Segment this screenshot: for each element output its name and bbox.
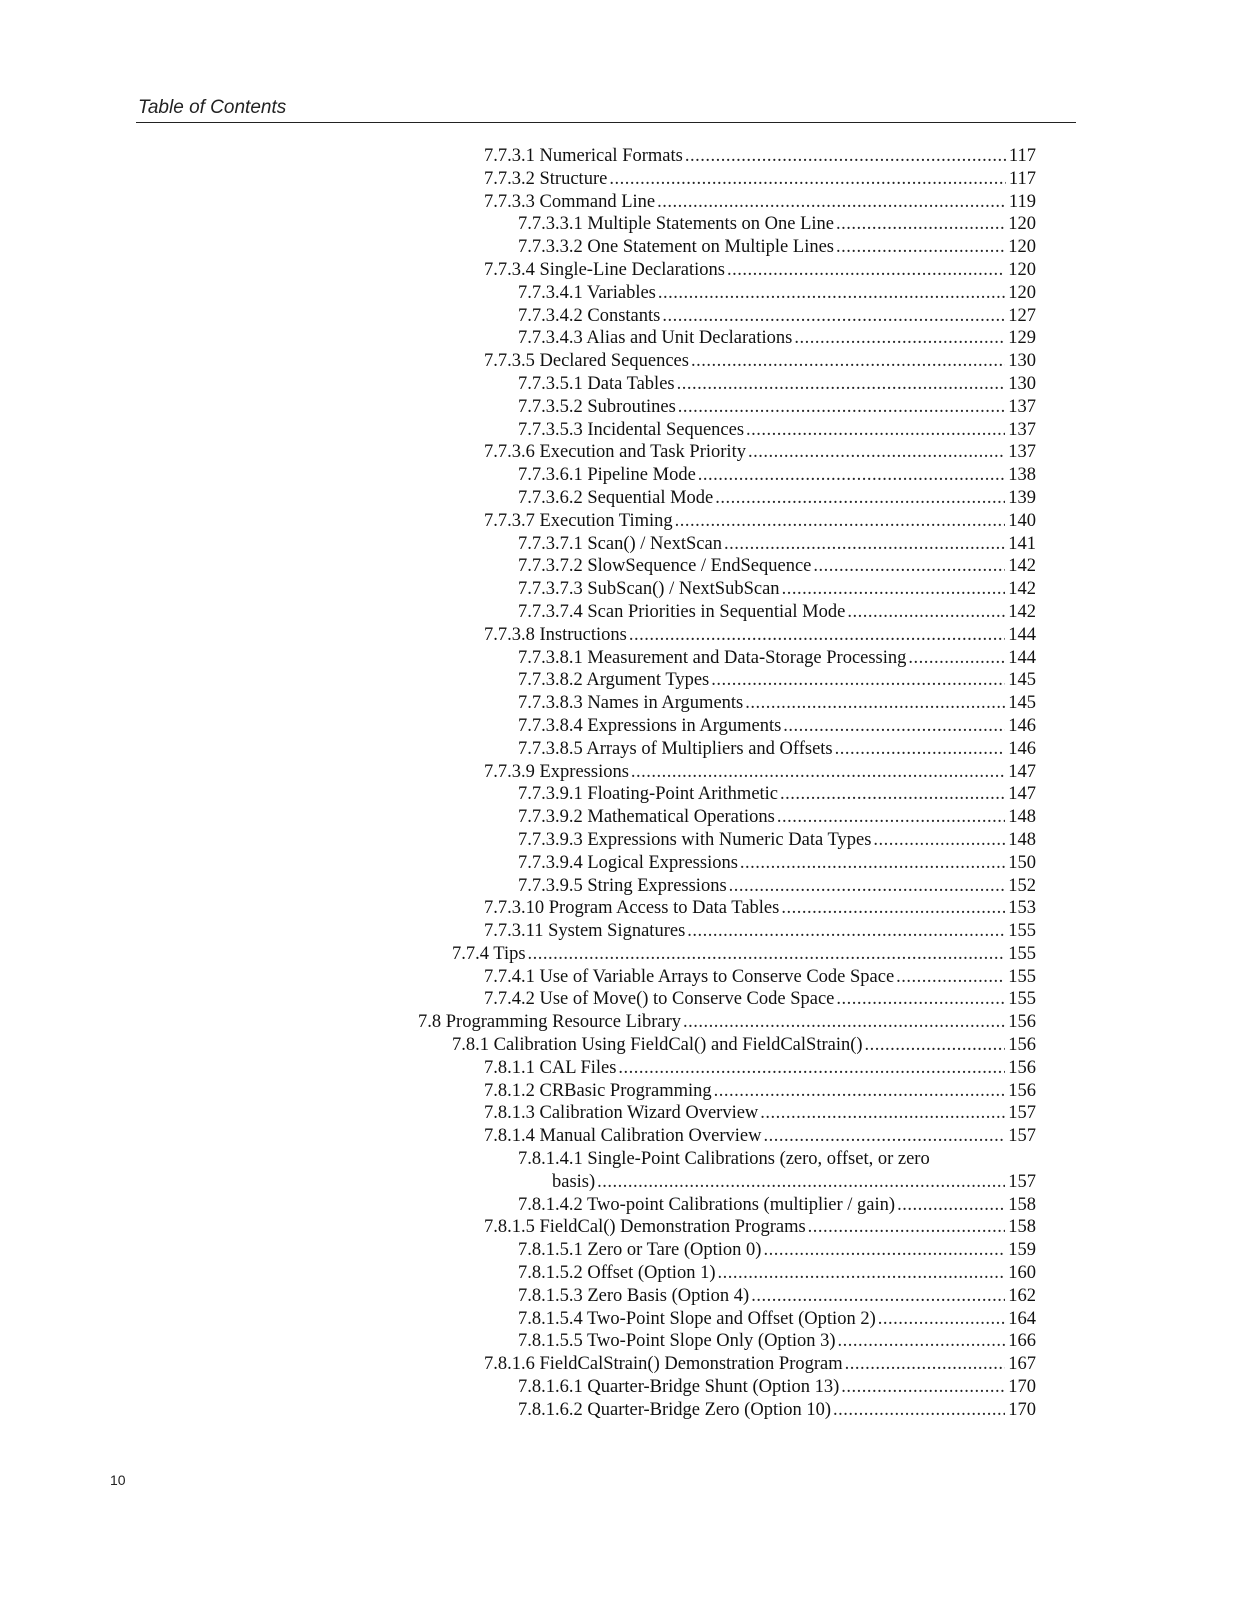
toc-entry-page: 137 xyxy=(1008,442,1036,463)
toc-entry[interactable] xyxy=(0,145,1237,168)
toc-entry-title: 7.8 Programming Resource Library xyxy=(418,1012,682,1033)
toc-dot-leader xyxy=(727,259,1005,282)
toc-entry-title: 7.7.3.8.2 Argument Types xyxy=(518,670,710,691)
toc-entry[interactable] xyxy=(0,738,1237,761)
toc-entry[interactable] xyxy=(0,305,1237,328)
toc-entry[interactable] xyxy=(0,966,1237,989)
toc-entry-page: 157 xyxy=(1008,1171,1036,1192)
toc-entry[interactable] xyxy=(0,1262,1237,1285)
toc-entry-page: 155 xyxy=(1008,943,1036,964)
toc-entry-page: 158 xyxy=(1008,1194,1036,1215)
toc-dot-leader xyxy=(896,966,1005,989)
toc-entry[interactable] xyxy=(0,715,1237,738)
toc-entry-title: 7.7.3.4.3 Alias and Unit Declarations xyxy=(518,328,793,349)
toc-entry-title: 7.8.1.5.2 Offset (Option 1) xyxy=(518,1263,716,1284)
toc-entry-title: 7.7.3.9.3 Expressions with Numeric Data Types xyxy=(518,829,872,850)
toc-entry[interactable] xyxy=(0,555,1237,578)
toc-entry-title: 7.7.3.8.4 Expressions in Arguments xyxy=(518,715,782,736)
toc-entry-page: 150 xyxy=(1008,852,1036,873)
toc-entry-page: 142 xyxy=(1008,556,1036,577)
toc-dot-leader xyxy=(717,1262,1005,1285)
toc-dot-leader xyxy=(528,943,1006,966)
toc-entry[interactable] xyxy=(0,213,1237,236)
toc-entry-page: 170 xyxy=(1008,1399,1036,1420)
toc-entry-title: 7.8.1.5.4 Two-Point Slope and Offset (Option 2) xyxy=(518,1308,876,1329)
toc-dot-leader xyxy=(836,213,1005,236)
toc-entry-title: 7.7.4 Tips xyxy=(452,943,526,964)
toc-entry[interactable] xyxy=(0,601,1237,624)
toc-dot-leader xyxy=(908,647,1005,670)
toc-entry-page: 159 xyxy=(1008,1240,1036,1261)
toc-dot-leader xyxy=(715,487,1005,510)
toc-dot-leader xyxy=(657,191,1006,214)
toc-dot-leader xyxy=(878,1308,1006,1331)
toc-entry-page: 127 xyxy=(1008,305,1036,326)
toc-dot-leader xyxy=(847,601,1005,624)
toc-entry[interactable] xyxy=(0,783,1237,806)
toc-entry-page: 155 xyxy=(1008,989,1036,1010)
toc-dot-leader xyxy=(683,1011,1005,1034)
toc-dot-leader xyxy=(836,988,1005,1011)
toc-entry[interactable] xyxy=(0,464,1237,487)
toc-dot-leader xyxy=(675,510,1006,533)
toc-entry-page: 148 xyxy=(1008,807,1036,828)
toc-entry-title: 7.7.3.6 Execution and Task Priority xyxy=(484,442,746,463)
toc-entry-title: 7.8.1.5.5 Two-Point Slope Only (Option 3) xyxy=(518,1331,836,1352)
toc-entry-title: 7.7.3.8.3 Names in Arguments xyxy=(518,693,744,714)
toc-entry-title: 7.7.3.8.1 Measurement and Data-Storage Processing xyxy=(518,647,907,668)
toc-dot-leader xyxy=(748,441,1005,464)
toc-entry-page: 156 xyxy=(1008,1080,1036,1101)
toc-dot-leader xyxy=(691,350,1005,373)
toc-entry-page: 129 xyxy=(1008,328,1036,349)
toc-entry[interactable] xyxy=(0,692,1237,715)
toc-entry[interactable] xyxy=(0,419,1237,442)
toc-dot-leader xyxy=(745,692,1005,715)
toc-entry-page: 146 xyxy=(1008,715,1036,736)
toc-entry[interactable] xyxy=(0,1399,1237,1422)
toc-entry[interactable] xyxy=(0,168,1237,191)
toc-entry[interactable] xyxy=(0,1330,1237,1353)
toc-entry-page: 120 xyxy=(1008,282,1036,303)
toc-entry[interactable] xyxy=(0,647,1237,670)
toc-dot-leader xyxy=(841,1376,1005,1399)
toc-entry-title: 7.7.3.8.5 Arrays of Multipliers and Offsets xyxy=(518,738,833,759)
toc-entry-page: 160 xyxy=(1008,1263,1036,1284)
toc-entry[interactable] xyxy=(0,578,1237,601)
toc-entry[interactable] xyxy=(0,875,1237,898)
toc-entry-page: 120 xyxy=(1008,237,1036,258)
toc-entry-page: 170 xyxy=(1008,1377,1036,1398)
toc-entry-page: 166 xyxy=(1008,1331,1036,1352)
toc-entry-page: 120 xyxy=(1008,214,1036,235)
toc-entry[interactable] xyxy=(0,1308,1237,1331)
toc-entry-page: 144 xyxy=(1008,647,1036,668)
toc-entry-page: 155 xyxy=(1008,966,1036,987)
toc-entry-title: 7.7.3.7.1 Scan() / NextScan xyxy=(518,533,722,554)
toc-entry-page: 117 xyxy=(1008,146,1036,166)
toc-entry-page: 138 xyxy=(1008,465,1036,486)
toc-dot-leader xyxy=(836,236,1005,259)
toc-entry-page: 137 xyxy=(1008,396,1036,417)
toc-entry-page: 153 xyxy=(1008,898,1036,919)
toc-entry-title: 7.7.3.9.4 Logical Expressions xyxy=(518,852,738,873)
toc-dot-leader xyxy=(835,738,1006,761)
toc-entry-page: 164 xyxy=(1008,1308,1036,1329)
toc-entry[interactable] xyxy=(0,988,1237,1011)
toc-dot-leader xyxy=(845,1353,1006,1376)
toc-dot-leader xyxy=(783,715,1005,738)
toc-entry[interactable] xyxy=(0,441,1237,464)
toc-entry-title: 7.7.3.10 Program Access to Data Tables xyxy=(484,898,780,919)
toc-entry-title: 7.8.1.6 FieldCalStrain() Demonstration Program xyxy=(484,1354,843,1375)
toc-entry-title: 7.8.1.4.2 Two-point Calibrations (multiplier / gain) xyxy=(518,1194,896,1215)
toc-entry[interactable] xyxy=(0,1285,1237,1308)
toc-entry-page: 130 xyxy=(1008,351,1036,372)
header-rule xyxy=(136,122,1076,123)
toc-entry[interactable] xyxy=(0,1125,1237,1148)
toc-entry-page: 142 xyxy=(1008,579,1036,600)
toc-entry-title: 7.7.3.1 Numerical Formats xyxy=(484,146,683,166)
toc-entry-page: 147 xyxy=(1008,761,1036,782)
toc-entry[interactable] xyxy=(0,373,1237,396)
toc-dot-leader xyxy=(746,419,1005,442)
toc-entry-title: 7.7.3.9.5 String Expressions xyxy=(518,875,727,896)
toc-dot-leader xyxy=(687,920,1005,943)
toc-entry[interactable] xyxy=(0,852,1237,875)
toc-dot-leader xyxy=(865,1034,1006,1057)
toc-entry-title: 7.7.3.9.1 Floating-Point Arithmetic xyxy=(518,784,779,805)
toc-entry-page: 157 xyxy=(1008,1103,1036,1124)
toc-dot-leader xyxy=(714,1080,1006,1103)
page-number: 10 xyxy=(110,1472,126,1488)
toc-entry-page: 119 xyxy=(1008,191,1036,212)
toc-entry-title: 7.7.3.6.1 Pipeline Mode xyxy=(518,465,696,486)
toc-dot-leader xyxy=(618,1057,1005,1080)
toc-entry-title: 7.7.3.4 Single-Line Declarations xyxy=(484,259,725,280)
toc-entry-page: 145 xyxy=(1008,670,1036,691)
toc-entry-page: 156 xyxy=(1008,1057,1036,1078)
toc-entry-page: 137 xyxy=(1008,419,1036,440)
toc-entry[interactable] xyxy=(0,327,1237,350)
toc-dot-leader xyxy=(781,897,1005,920)
toc-entry-title: 7.7.3.3.1 Multiple Statements on One Line xyxy=(518,214,834,235)
toc-entry-title: 7.7.3.8 Instructions xyxy=(484,624,627,645)
toc-entry-page: 130 xyxy=(1008,373,1036,394)
toc-entry-page: 146 xyxy=(1008,738,1036,759)
toc-entry-page: 162 xyxy=(1008,1285,1036,1306)
toc-dot-leader xyxy=(833,1399,1005,1422)
toc-dot-leader xyxy=(698,464,1005,487)
toc-entry-title: 7.8.1.6.2 Quarter-Bridge Zero (Option 10) xyxy=(518,1399,832,1420)
toc-entry-title: 7.7.3.5 Declared Sequences xyxy=(484,351,689,372)
toc-entry-title: 7.8.1.5.3 Zero Basis (Option 4) xyxy=(518,1285,750,1306)
toc-entry[interactable] xyxy=(0,236,1237,259)
toc-entry-title: 7.8.1.5.1 Zero or Tare (Option 0) xyxy=(518,1240,762,1261)
toc-entry-title: 7.8.1.2 CRBasic Programming xyxy=(484,1080,712,1101)
toc-entry[interactable] xyxy=(0,669,1237,692)
toc-entry-page: 167 xyxy=(1008,1354,1036,1375)
toc-entry-title: 7.8.1.4.1 Single-Point Calibrations (zero, offset, or zero xyxy=(518,1149,930,1170)
toc-entry-page: 139 xyxy=(1008,487,1036,508)
toc-entry[interactable] xyxy=(0,1011,1237,1034)
toc-entry-title: 7.7.3.7.4 Scan Priorities in Sequential Mode xyxy=(518,601,846,622)
toc-dot-leader xyxy=(740,852,1005,875)
toc-dot-leader xyxy=(760,1102,1005,1125)
toc-entry[interactable] xyxy=(0,1194,1237,1217)
table-of-contents xyxy=(0,145,1237,1422)
toc-dot-leader xyxy=(780,783,1005,806)
toc-dot-leader xyxy=(677,373,1006,396)
toc-entry[interactable] xyxy=(0,829,1237,852)
toc-entry[interactable] xyxy=(0,350,1237,373)
toc-entry[interactable] xyxy=(0,1034,1237,1057)
toc-dot-leader xyxy=(631,761,1005,784)
toc-dot-leader xyxy=(813,555,1005,578)
toc-entry[interactable] xyxy=(0,761,1237,784)
toc-entry[interactable] xyxy=(0,1057,1237,1080)
toc-dot-leader xyxy=(808,1216,1006,1239)
toc-entry-title: 7.8.1.1 CAL Files xyxy=(484,1057,617,1078)
toc-entry-page: 157 xyxy=(1008,1126,1036,1147)
running-header-title: Table of Contents xyxy=(138,97,287,118)
toc-entry-title: 7.7.3.2 Structure xyxy=(484,168,608,189)
toc-entry-title: 7.7.3.3 Command Line xyxy=(484,191,656,212)
toc-entry[interactable] xyxy=(0,487,1237,510)
toc-dot-leader xyxy=(724,533,1005,556)
toc-dot-leader xyxy=(597,1171,1005,1194)
toc-entry-page: 141 xyxy=(1008,533,1036,554)
toc-dot-leader xyxy=(897,1194,1005,1217)
toc-entry-title: 7.7.3.7.2 SlowSequence / EndSequence xyxy=(518,556,812,577)
toc-entry-title: 7.7.3.7 Execution Timing xyxy=(484,510,673,531)
toc-entry[interactable] xyxy=(0,1239,1237,1262)
toc-dot-leader xyxy=(662,305,1005,328)
toc-entry[interactable] xyxy=(0,943,1237,966)
toc-entry-title: 7.7.3.3.2 One Statement on Multiple Lines xyxy=(518,237,834,258)
toc-entry[interactable] xyxy=(0,191,1237,214)
toc-entry[interactable] xyxy=(0,259,1237,282)
toc-entry[interactable] xyxy=(0,282,1237,305)
toc-entry-page: 147 xyxy=(1008,784,1036,805)
toc-dot-leader xyxy=(729,875,1006,898)
toc-dot-leader xyxy=(685,145,1006,168)
toc-entry[interactable] xyxy=(0,897,1237,920)
toc-entry-title: 7.8.1.5 FieldCal() Demonstration Programs xyxy=(484,1217,806,1238)
toc-dot-leader xyxy=(629,624,1005,647)
toc-dot-leader xyxy=(763,1125,1005,1148)
toc-dot-leader xyxy=(711,669,1005,692)
toc-entry[interactable] xyxy=(0,1148,1237,1194)
toc-entry-title: 7.8.1 Calibration Using FieldCal() and FieldCalStrain() xyxy=(452,1035,863,1056)
toc-entry-title: 7.8.1.6.1 Quarter-Bridge Shunt (Option 13) xyxy=(518,1377,840,1398)
toc-entry-title: 7.7.3.5.3 Incidental Sequences xyxy=(518,419,745,440)
toc-entry-title: 7.7.3.6.2 Sequential Mode xyxy=(518,487,714,508)
toc-entry-page: 117 xyxy=(1008,168,1036,189)
toc-entry[interactable] xyxy=(0,533,1237,556)
toc-dot-leader xyxy=(658,282,1005,305)
toc-entry-page: 142 xyxy=(1008,601,1036,622)
toc-entry-page: 140 xyxy=(1008,510,1036,531)
toc-entry-title: 7.8.1.3 Calibration Wizard Overview xyxy=(484,1103,759,1124)
toc-entry-title-continuation: basis) xyxy=(552,1171,596,1192)
toc-entry[interactable] xyxy=(0,396,1237,419)
toc-dot-leader xyxy=(838,1330,1006,1353)
toc-entry-page: 155 xyxy=(1008,921,1036,942)
toc-dot-leader xyxy=(678,396,1005,419)
toc-entry-page: 152 xyxy=(1008,875,1036,896)
toc-entry-title: 7.7.3.4.1 Variables xyxy=(518,282,656,303)
toc-entry-page: 120 xyxy=(1008,259,1036,280)
toc-entry-page: 156 xyxy=(1008,1035,1036,1056)
toc-entry[interactable] xyxy=(0,1353,1237,1376)
toc-entry-page: 148 xyxy=(1008,829,1036,850)
toc-dot-leader xyxy=(782,578,1006,601)
toc-entry-page: 145 xyxy=(1008,693,1036,714)
toc-entry[interactable] xyxy=(0,510,1237,533)
toc-entry-page: 156 xyxy=(1008,1012,1036,1033)
toc-entry[interactable] xyxy=(0,1080,1237,1103)
toc-entry[interactable] xyxy=(0,1376,1237,1399)
toc-entry[interactable] xyxy=(0,806,1237,829)
toc-entry-title: 7.7.3.4.2 Constants xyxy=(518,305,661,326)
toc-dot-leader xyxy=(794,327,1005,350)
toc-entry-title: 7.7.4.2 Use of Move() to Conserve Code Space xyxy=(484,989,835,1010)
toc-entry-page: 158 xyxy=(1008,1217,1036,1238)
toc-dot-leader xyxy=(751,1285,1005,1308)
toc-entry[interactable] xyxy=(0,624,1237,647)
toc-entry[interactable] xyxy=(0,920,1237,943)
toc-dot-leader xyxy=(873,829,1005,852)
toc-dot-leader xyxy=(763,1239,1005,1262)
toc-entry-title: 7.7.3.9 Expressions xyxy=(484,761,629,782)
toc-entry-title: 7.8.1.4 Manual Calibration Overview xyxy=(484,1126,762,1147)
toc-entry-title: 7.7.3.5.2 Subroutines xyxy=(518,396,676,417)
toc-entry[interactable] xyxy=(0,1102,1237,1125)
toc-entry-title: 7.7.3.7.3 SubScan() / NextSubScan xyxy=(518,579,780,600)
toc-entry-title: 7.7.3.5.1 Data Tables xyxy=(518,373,675,394)
toc-entry[interactable] xyxy=(0,1216,1237,1239)
toc-entry-title: 7.7.4.1 Use of Variable Arrays to Conserve Code Space xyxy=(484,966,895,987)
toc-dot-leader xyxy=(777,806,1005,829)
toc-entry-page: 144 xyxy=(1008,624,1036,645)
toc-entry-title: 7.7.3.9.2 Mathematical Operations xyxy=(518,807,775,828)
toc-entry-title: 7.7.3.11 System Signatures xyxy=(484,921,686,942)
toc-dot-leader xyxy=(609,168,1006,191)
